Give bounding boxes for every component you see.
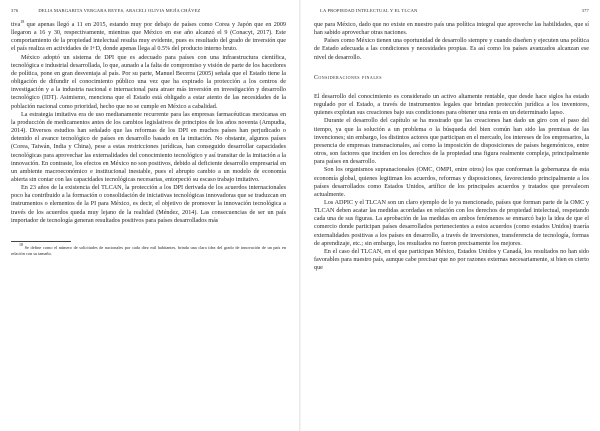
- footnote: [11, 241, 286, 256]
- left-page-number: 376: [11, 8, 19, 13]
- footnote-reference: 18: [20, 19, 25, 24]
- right-paragraph-3: El desarrollo del conocimiento es considerado un activo altamente rentable, que desde hace siglos ha estado regulado por el Estado, a través de instrumentos legales que brindan protección jurídica a los inventores, quienes explotan sus creaciones bajo sus condiciones para obtener una renta en un determinado lapso.: [314, 93, 589, 117]
- left-running-head-title: DELIA MARGARITA VERGARA REYES, ARACELI OLIVIA MEJÍA CHÁVEZ: [38, 8, 201, 13]
- right-page-number: 377: [581, 8, 589, 13]
- left-paragraph-2: México adoptó un sistema de DPI que es adecuado para países con una infraestructura científica, tecnológica e industrial desarrollada, lo que, aunado a la falta de compromiso y visión de parte de los hacedores de política, pone en gran desventaja al país. Por su parte, Manuel Becerra (2005) señala que el Estado tiene la obligación de difundir el conocimiento público una vez que ha expirado la protección a los centros de investigación y a la industria nacional e internacional para atraer más inversión en investigación y desarrollo tecnológico (IDT). Asimismo, menciona que el Estado está obligado a estar atento de las necesidades de la población nacional como prioridad, hecho que no se cumple en México a cabalidad.: [11, 54, 286, 110]
- right-paragraph-7: En el caso del TLCAN, en el que participan México, Estados Unidos y Canadá, los resultados no han sido favorables para nuestro país, aunque cabe precisar que no por razones externas necesariamente, si bien es cierto que: [314, 248, 589, 272]
- right-paragraph-5: Son los organismos supranacionales (OMC, OMPI, entre otros) los que conforman la gobernanza de esta economía global, quienes legitiman los acuerdos, reformas y disposiciones, favoreciendo principalmente a los países desarrollados como Estados Unidos, artífice de los principales acuerdos y tratados que prevalecen actualmente.: [314, 167, 589, 198]
- right-paragraph-6: Los ADPIC y el TLCAN son un claro ejemplo de lo ya mencionado, países que forman parte de la OMC y TLCAN deben acatar las medidas acordadas en relación con los derechos de propiedad intelectual, respetando cada una de sus figuras. La aprobación de las medidas en ambos fenómenos se enmarcó bajo la idea de que el comercio donde participan países desarrollados pertenecientes a estos acuerdos (como estados Unidos) traería externalidades positivas a los países en desarrollo, a través de inversiones, transferencia de tecnología, formas de aprendizaje, etc.; sin embargo, los resultados no fueron precisamente los mejores.: [314, 199, 589, 247]
- footnote-number: 18: [19, 241, 23, 247]
- right-page: [300, 0, 600, 431]
- left-body-text: [11, 21, 286, 225]
- left-paragraph-1: tiva$^{18}$ que apenas llegó a 11 en 2015, estando muy por debajo de países como Corea y Japón que en 2009 llegaron a 16 y 30, respectivamente, mientras que México en ese año alcanzó el 9 (Conacyt, 2017). Este comportamiento de la propiedad intelectual resulta muy evidente, pues es resultado del grado de inversión que el país realiza en actividades de I+D, donde apenas llega al 0.5% del producto interno bruto.: [11, 19, 286, 53]
- right-paragraph-2: Países como México tienen una oportunidad de desarrollo siempre y cuando diseñen y ejecuten una política de Estado adecuada a las condiciones y necesidades propias. Es así como los países avanzados alcanzan ese nivel de desarrollo.: [314, 38, 589, 61]
- right-running-head-title: LA PROPIEDAD INTELECTUAL Y EL TLCAN: [320, 8, 418, 13]
- section-title: Consideraciones finales: [314, 74, 382, 81]
- right-running-head: [314, 8, 589, 16]
- right-paragraph-4: Durante el desarrollo del capítulo se ha mostrado que las creaciones han dado un giro con el paso del tiempo, ya que la solución a un problema o la búsqueda del bien común han sido las premisas de las invenciones; sin embargo, los distintos actores que participan en el mercado, los intereses de los empresarios, la presencia de empresas transnacionales, así como la imposición de disposiciones de países hegemónicos, entre otros, son factores que inciden en los derechos de la propiedad una figura realmente compleja, principalmente para países en desarrollo.: [314, 118, 589, 166]
- right-body-text: [314, 21, 589, 272]
- left-running-head: [11, 8, 286, 16]
- right-paragraph-1: que para México, dado que no existe en nuestro país una política integral que aproveche las habilidades, que sí han sabido aprovechar otras naciones.: [314, 22, 589, 37]
- footnote-text: Se define como el número de solicitudes de nacionales por cada diez mil habitantes, brinda una clara idea del grado de innovación de un país en relación con su tamaño.: [11, 244, 286, 256]
- left-paragraph-4: En 23 años de la existencia del TLCAN, la protección a los DPI derivada de los acuerdos internacionales poco ha contribuido a la formación o consolidación de iniciativas tecnológicas innovadoras que se traduzcan en instrumentos o elementos de la PI para México, es decir, el objetivo de promover la innovación tecnológica a través de los acuerdos queda muy lejano de la realidad (Méndez, 2014). Las consecuencias de ser un país importador de tecnología generan resultados positivos para países desarrollados más: [11, 185, 286, 224]
- left-paragraph-3: La estrategia imitativa era de uso medianamente recurrente para las empresas farmacéuticas mexicanas en la producción de medicamentos antes de los cambios legislativos de principios de los años noventa (Ampudia, 2014). Diversos estudios han señalado que las reformas de los DPI en muchos países han perjudicado o detenido el avance tecnológico de países en desarrollo basado en la imitación. No obstante, algunos países (Corea, Taiwán, India y China), pese a estas restricciones jurídicas, han conseguido desarrollar capacidades tecnológicas para aprovechar las externalidades del conocimiento tecnológico y así transitar de la imitación a la innovación. En contraste, los efectos en México no son positivos, debido al deficiente desarrollo empresarial en un ambiente macroeconómico e institucional inestable, pues el abrupto cambio a un modelo de economía abierta sin contar con las capacidades tecnológicas necesarias, entorpeció su escaso trabajo imitativo.: [11, 111, 286, 183]
